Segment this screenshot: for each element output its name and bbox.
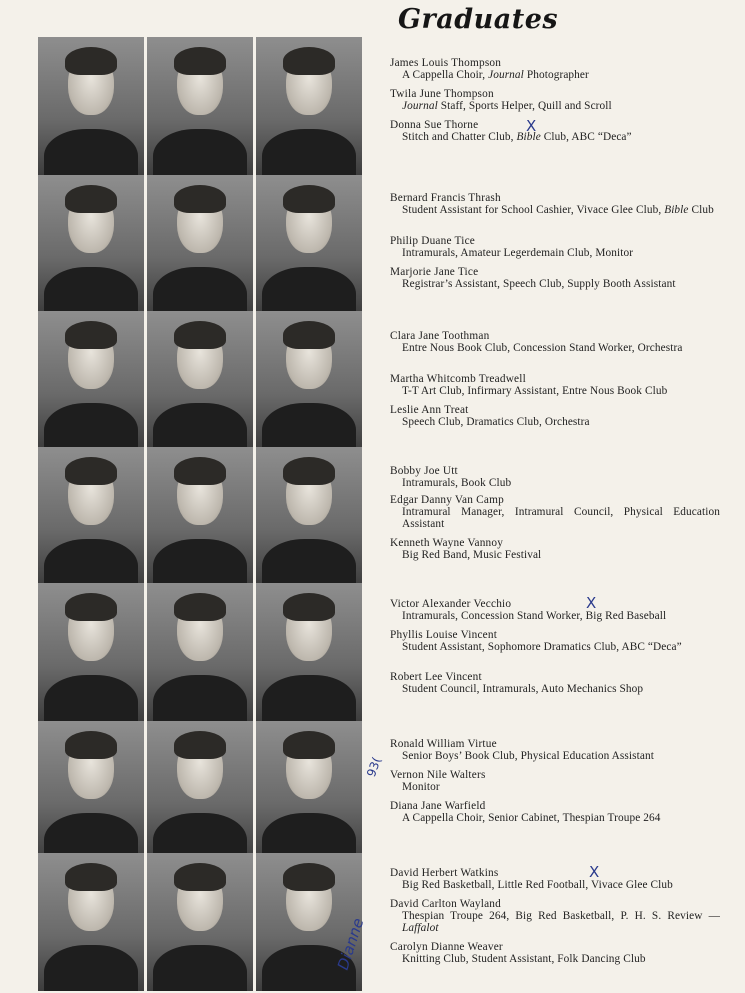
student-entry	[390, 119, 720, 143]
student-name: Diana Jane Warfield	[390, 800, 486, 812]
student-portrait	[38, 37, 144, 175]
student-activities: T-T Art Club, Infirmary Assistant, Entre Nous Book Club	[402, 385, 668, 397]
portrait-row	[38, 175, 364, 313]
student-activities: Student Assistant, Sophomore Dramatics Club, ABC “Deca”	[402, 641, 682, 653]
student-name: Clara Jane Toothman	[390, 330, 490, 342]
student-name: Ronald William Virtue	[390, 738, 497, 750]
student-name: Bernard Francis Thrash	[390, 192, 501, 204]
student-activities: Big Red Band, Music Festival	[402, 549, 542, 561]
portrait-row	[38, 583, 364, 721]
student-portrait	[38, 447, 144, 585]
portrait-grid	[38, 37, 364, 987]
student-name: James Louis Thompson	[390, 57, 502, 69]
student-entry	[390, 800, 720, 824]
student-portrait	[147, 583, 253, 721]
student-portrait	[256, 175, 362, 313]
portrait-row	[38, 721, 364, 859]
student-activities: Thespian Troupe 264, Big Red Basketball, P. H. S. Review —Laffalot	[402, 910, 720, 934]
student-name: Victor Alexander Vecchio	[390, 598, 512, 610]
student-portrait	[38, 175, 144, 313]
student-activities: Big Red Basketball, Little Red Football, Vivace Glee Club	[402, 879, 673, 891]
student-name: Vernon Nile Walters	[390, 769, 486, 781]
student-entry	[390, 738, 720, 762]
student-entry	[390, 57, 720, 81]
student-name: Marjorie Jane Tice	[390, 266, 479, 278]
portrait-row	[38, 37, 364, 175]
portrait-row	[38, 447, 364, 585]
student-activities: Intramurals, Book Club	[402, 477, 512, 489]
student-portrait	[256, 447, 362, 585]
student-entry	[390, 192, 720, 216]
student-activities: Knitting Club, Student Assistant, Folk Dancing Club	[402, 953, 646, 965]
student-name: Robert Lee Vincent	[390, 671, 482, 683]
student-portrait	[147, 853, 253, 991]
student-activities: Journal Staff, Sports Helper, Quill and Scroll	[402, 100, 612, 112]
student-entry	[390, 330, 720, 354]
student-entry	[390, 941, 720, 965]
student-portrait	[38, 853, 144, 991]
student-entry	[390, 867, 720, 891]
student-activities: Entre Nous Book Club, Concession Stand Worker, Orchestra	[402, 342, 683, 354]
student-name: Bobby Joe Utt	[390, 465, 458, 477]
student-activities: Student Assistant for School Cashier, Vivace Glee Club, Bible Club	[402, 204, 714, 216]
portrait-row	[38, 853, 364, 991]
student-portrait	[147, 447, 253, 585]
student-entry	[390, 494, 720, 530]
student-entry	[390, 537, 720, 561]
student-name: David Carlton Wayland	[390, 898, 502, 910]
student-activities: Intramurals, Concession Stand Worker, Big Red Baseball	[402, 610, 667, 622]
student-activities: Registrar’s Assistant, Speech Club, Supply Booth Assistant	[402, 278, 676, 290]
student-name: Kenneth Wayne Vannoy	[390, 537, 504, 549]
student-activities: Senior Boys’ Book Club, Physical Education Assistant	[402, 750, 654, 762]
student-portrait	[147, 311, 253, 449]
student-portrait	[256, 721, 362, 859]
student-entry	[390, 235, 720, 259]
student-name: Twila June Thompson	[390, 88, 494, 100]
student-name: Philip Duane Tice	[390, 235, 475, 247]
student-activities: Student Council, Intramurals, Auto Mechanics Shop	[402, 683, 644, 695]
student-entry	[390, 266, 720, 290]
student-entry	[390, 598, 720, 622]
page-title: Graduates	[398, 4, 559, 35]
student-portrait	[147, 721, 253, 859]
handwritten-scribble: 93(	[363, 755, 384, 779]
handwritten-x-mark: X	[526, 117, 537, 135]
handwritten-signature: Dianne	[333, 915, 368, 973]
student-portrait	[256, 311, 362, 449]
student-entry	[390, 629, 720, 653]
student-name: David Herbert Watkins	[390, 867, 499, 879]
student-activities: Stitch and Chatter Club, Bible Club, ABC “Deca”	[402, 131, 632, 143]
student-name: Carolyn Dianne Weaver	[390, 941, 503, 953]
student-activities: Intramural Manager, Intramural Council, Physical Education Assistant	[402, 506, 720, 530]
student-activities: Speech Club, Dramatics Club, Orchestra	[402, 416, 590, 428]
student-name: Leslie Ann Treat	[390, 404, 469, 416]
student-name: Donna Sue Thorne	[390, 119, 479, 131]
student-portrait	[147, 175, 253, 313]
student-entry	[390, 769, 720, 793]
student-activities: Intramurals, Amateur Legerdemain Club, Monitor	[402, 247, 634, 259]
portrait-row	[38, 311, 364, 449]
student-portrait	[38, 583, 144, 721]
student-activities: A Cappella Choir, Journal Photographer	[402, 69, 589, 81]
student-activities: Monitor	[402, 781, 440, 793]
student-name: Phyllis Louise Vincent	[390, 629, 498, 641]
student-activities: A Cappella Choir, Senior Cabinet, Thespian Troupe 264	[402, 812, 661, 824]
student-name: Martha Whitcomb Treadwell	[390, 373, 526, 385]
student-portrait	[147, 37, 253, 175]
student-entry	[390, 898, 720, 934]
handwritten-x-mark: X	[589, 863, 600, 881]
handwritten-x-mark: X	[586, 594, 597, 612]
student-entry	[390, 465, 720, 489]
student-portrait	[256, 583, 362, 721]
student-portrait	[38, 721, 144, 859]
student-entry	[390, 671, 720, 695]
student-name: Edgar Danny Van Camp	[390, 494, 504, 506]
student-entry	[390, 404, 720, 428]
student-portrait	[38, 311, 144, 449]
student-entry	[390, 88, 720, 112]
student-entry	[390, 373, 720, 397]
student-portrait	[256, 37, 362, 175]
